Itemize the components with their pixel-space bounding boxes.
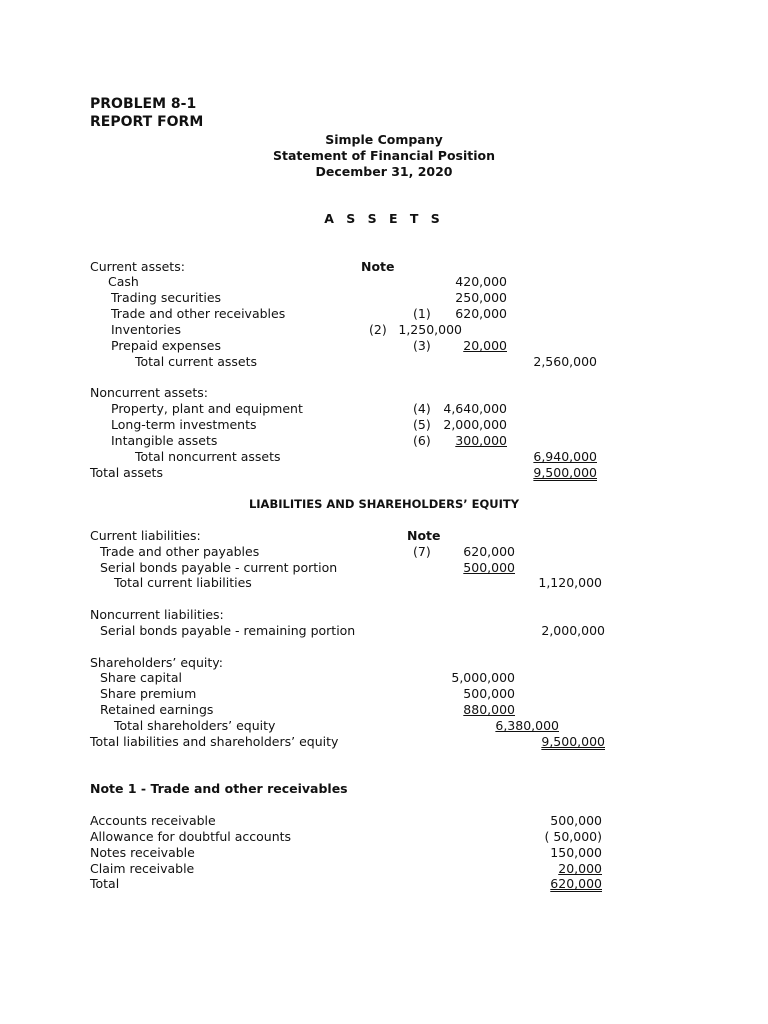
current-liabilities-label: Current liabilities: — [90, 528, 201, 543]
note1-row-label: Claim receivable — [90, 861, 195, 876]
total-equity-label: Total shareholders’ equity — [114, 718, 276, 733]
total-current-assets-amount: 2,560,000 — [533, 354, 597, 369]
equity-row-amount: 500,000 — [463, 686, 515, 701]
liability-row-label: Serial bonds payable - remaining portion — [100, 623, 356, 638]
equity-row-label: Share premium — [100, 686, 197, 701]
asset-row-amount: 300,000 — [455, 433, 507, 448]
liability-row-note: (7) — [413, 544, 431, 559]
asset-row-note: (6) — [413, 433, 431, 448]
total-liabilities-equity-label: Total liabilities and shareholders’ equity — [90, 734, 339, 749]
statement-title: Statement of Financial Position — [272, 148, 495, 163]
asset-row-note: (4) — [413, 401, 431, 416]
equity-label: Shareholders’ equity: — [90, 655, 223, 670]
note1-row-amount: 150,000 — [550, 845, 602, 860]
asset-row-amount: 1,250,000 — [398, 322, 462, 337]
equity-row-amount: 5,000,000 — [451, 670, 515, 685]
note1-title: Note 1 - Trade and other receivables — [90, 781, 348, 796]
note1-row-amount: 500,000 — [550, 813, 602, 828]
asset-row-label: Property, plant and equipment — [111, 401, 303, 416]
note1-total-amount: 620,000 — [550, 876, 602, 891]
problem-title: PROBLEM 8-1 — [90, 96, 197, 112]
asset-row-amount: 250,000 — [455, 290, 507, 305]
liability-row-amount: 500,000 — [463, 560, 515, 575]
noncurrent-assets-label: Noncurrent assets: — [90, 385, 208, 400]
liability-row-amount: 2,000,000 — [541, 623, 605, 638]
total-liabilities-equity-amount: 9,500,000 — [541, 734, 605, 749]
asset-row-amount: 420,000 — [455, 274, 507, 289]
note1-total-label: Total — [90, 876, 120, 891]
asset-row-label: Trading securities — [111, 290, 222, 305]
asset-row-label: Cash — [108, 274, 139, 289]
asset-row-amount: 620,000 — [455, 306, 507, 321]
total-current-liabilities-amount: 1,120,000 — [538, 575, 602, 590]
asset-row-label: Long-term investments — [111, 417, 257, 432]
asset-row-amount: 2,000,000 — [443, 417, 507, 432]
liabilities-heading: LIABILITIES AND SHAREHOLDERS’ EQUITY — [248, 497, 520, 511]
problem-subtitle: REPORT FORM — [90, 114, 204, 130]
asset-row-note: (2) — [369, 322, 387, 337]
note1-row-label: Accounts receivable — [90, 813, 216, 828]
asset-row-label: Trade and other receivables — [111, 306, 286, 321]
asset-row-note: (1) — [413, 306, 431, 321]
asset-row-amount: 4,640,000 — [443, 401, 507, 416]
asset-row-label: Intangible assets — [111, 433, 218, 448]
note1-row-label: Allowance for doubtful accounts — [90, 829, 292, 844]
assets-heading: A S S E T S — [324, 211, 444, 226]
asset-row-note: (3) — [413, 338, 431, 353]
liability-row-label: Serial bonds payable - current portion — [100, 560, 338, 575]
asset-row-label: Inventories — [111, 322, 181, 337]
total-current-liabilities-label: Total current liabilities — [114, 575, 252, 590]
asset-row-amount: 20,000 — [463, 338, 507, 353]
asset-row-note: (5) — [413, 417, 431, 432]
equity-row-label: Retained earnings — [100, 702, 214, 717]
total-assets-label: Total assets — [90, 465, 163, 480]
noncurrent-liabilities-label: Noncurrent liabilities: — [90, 607, 224, 622]
note1-row-label: Notes receivable — [90, 845, 195, 860]
total-assets-amount: 9,500,000 — [533, 465, 597, 480]
equity-row-label: Share capital — [100, 670, 183, 685]
current-assets-label: Current assets: — [90, 259, 185, 274]
note1-row-amount: ( 50,000) — [544, 829, 602, 844]
note-column-header: Note — [361, 259, 395, 274]
asset-row-label: Prepaid expenses — [111, 338, 221, 353]
total-noncurrent-assets-label: Total noncurrent assets — [135, 449, 281, 464]
company-name: Simple Company — [325, 132, 443, 147]
liability-row-amount: 620,000 — [463, 544, 515, 559]
note-column-header: Note — [407, 528, 441, 543]
note1-row-amount: 20,000 — [558, 861, 602, 876]
total-equity-amount: 6,380,000 — [495, 718, 559, 733]
total-noncurrent-assets-amount: 6,940,000 — [533, 449, 597, 464]
total-current-assets-label: Total current assets — [135, 354, 258, 369]
statement-date: December 31, 2020 — [315, 164, 453, 179]
equity-row-amount: 880,000 — [463, 702, 515, 717]
liability-row-label: Trade and other payables — [100, 544, 260, 559]
